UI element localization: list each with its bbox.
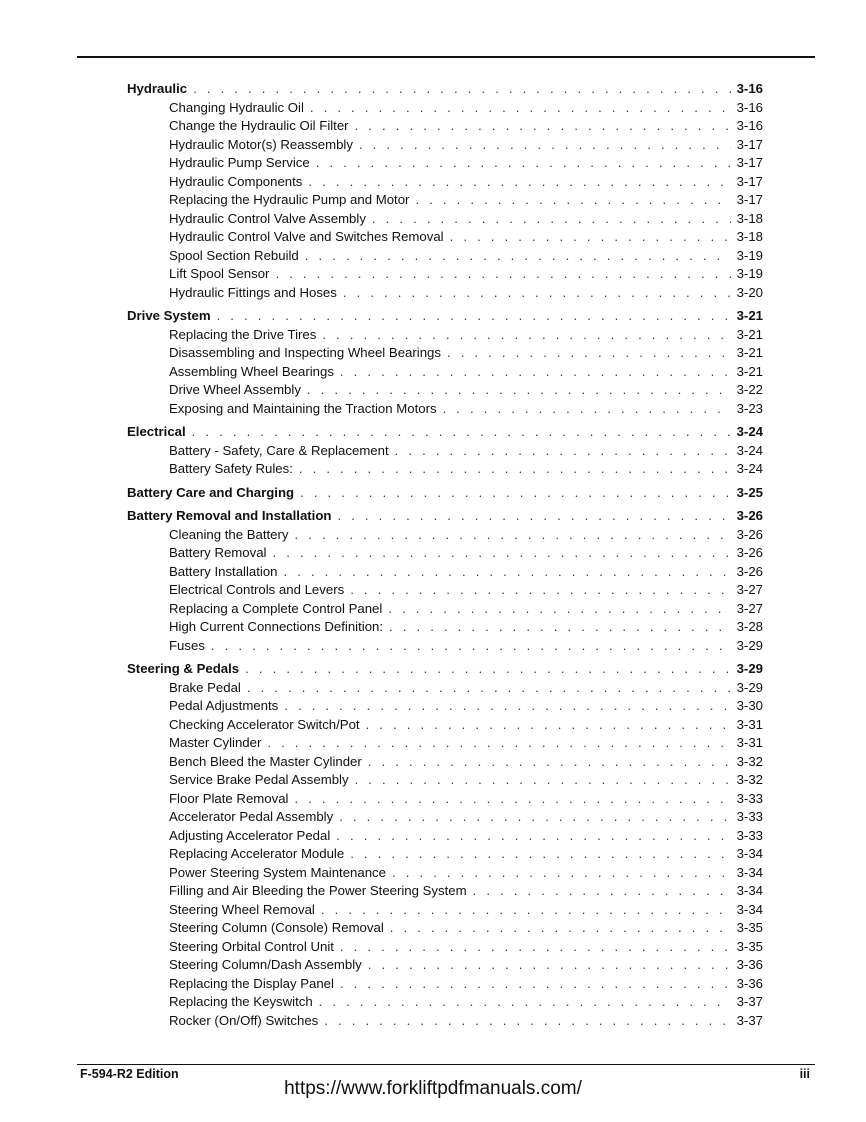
toc-entry-title: Hydraulic Motor(s) Reassembly bbox=[169, 136, 353, 152]
toc-entry[interactable] bbox=[127, 734, 763, 753]
toc-entry-title: Accelerator Pedal Assembly bbox=[169, 809, 334, 824]
toc-page-number: 3-24 bbox=[736, 442, 763, 458]
toc-section-heading[interactable] bbox=[127, 307, 763, 326]
dot-leader bbox=[366, 716, 731, 735]
toc-page-number: 3-17 bbox=[736, 173, 763, 189]
toc-entry-title: Replacing the Drive Tires bbox=[169, 326, 317, 342]
dot-leader bbox=[321, 901, 731, 920]
toc-entry[interactable] bbox=[127, 975, 763, 994]
toc-entry[interactable] bbox=[127, 808, 763, 827]
toc-page-number: 3-27 bbox=[736, 582, 763, 597]
toc-entry-title: Floor Plate Removal bbox=[169, 790, 289, 806]
toc-page-number: 3-26 bbox=[736, 545, 763, 560]
toc-page-number: 3-35 bbox=[736, 938, 763, 954]
toc-entry[interactable] bbox=[127, 526, 763, 545]
toc-entry-title: Fuses bbox=[169, 637, 205, 653]
toc-entry-title: Drive Wheel Assembly bbox=[169, 382, 301, 397]
toc-page-number: 3-37 bbox=[736, 994, 763, 1009]
dot-leader bbox=[343, 284, 731, 303]
toc-page-number: 3-17 bbox=[736, 155, 763, 170]
toc-entry[interactable] bbox=[127, 993, 763, 1012]
dot-leader bbox=[355, 771, 731, 790]
dot-leader bbox=[310, 99, 731, 118]
toc-page-number: 3-26 bbox=[736, 508, 763, 523]
dot-leader bbox=[308, 173, 730, 192]
dot-leader bbox=[359, 136, 731, 155]
toc-page-number: 3-30 bbox=[736, 698, 763, 713]
dot-leader bbox=[392, 864, 731, 883]
dot-leader bbox=[337, 507, 730, 526]
toc-section bbox=[127, 660, 763, 1030]
toc-page-number: 3-35 bbox=[736, 920, 763, 935]
toc-page-number: 3-33 bbox=[736, 790, 763, 806]
toc-entry[interactable] bbox=[127, 753, 763, 772]
toc-entry-title: Hydraulic Control Valve and Switches Removal bbox=[169, 229, 444, 244]
toc-page-number: 3-26 bbox=[736, 563, 763, 579]
toc-page-number: 3-24 bbox=[736, 424, 763, 439]
toc-entry-title: Master Cylinder bbox=[169, 735, 262, 750]
toc-page-number: 3-34 bbox=[736, 864, 763, 880]
toc-entry-title: Replacing the Keyswitch bbox=[169, 994, 313, 1009]
toc-entry-title: Electrical Controls and Levers bbox=[169, 582, 345, 597]
toc-page-number: 3-31 bbox=[736, 716, 763, 732]
toc-page-number: 3-16 bbox=[736, 81, 763, 96]
dot-leader bbox=[395, 442, 731, 461]
dot-leader bbox=[415, 191, 730, 210]
toc-entry[interactable] bbox=[127, 210, 763, 229]
toc-page-number: 3-23 bbox=[736, 400, 763, 416]
toc-entry[interactable] bbox=[127, 563, 763, 582]
dot-leader bbox=[390, 919, 731, 938]
toc-page-number: 3-34 bbox=[736, 846, 763, 861]
toc-entry-title: Assembling Wheel Bearings bbox=[169, 363, 334, 379]
dot-leader bbox=[300, 484, 731, 503]
dot-leader bbox=[211, 637, 731, 656]
toc-entry[interactable] bbox=[127, 228, 763, 247]
toc-entry-title: Steering Wheel Removal bbox=[169, 901, 315, 917]
toc-page-number: 3-21 bbox=[736, 345, 763, 360]
toc-page-number: 3-17 bbox=[736, 136, 763, 152]
toc-entry-title: Disassembling and Inspecting Wheel Bearings bbox=[169, 345, 441, 360]
toc-page-number: 3-19 bbox=[736, 266, 763, 281]
toc-page-number: 3-29 bbox=[736, 661, 763, 676]
page-number: iii bbox=[799, 1067, 810, 1081]
toc-entry[interactable] bbox=[127, 191, 763, 210]
toc-entry-title: Hydraulic Control Valve Assembly bbox=[169, 210, 366, 226]
toc-entry-title: Battery Installation bbox=[169, 563, 278, 579]
toc-page-number: 3-21 bbox=[736, 326, 763, 342]
toc-entry[interactable] bbox=[127, 460, 763, 479]
toc-entry-title: Checking Accelerator Switch/Pot bbox=[169, 716, 360, 732]
toc-section-heading[interactable] bbox=[127, 80, 763, 99]
dot-leader bbox=[350, 845, 730, 864]
toc-entry[interactable] bbox=[127, 697, 763, 716]
dot-leader bbox=[443, 400, 731, 419]
dot-leader bbox=[350, 581, 730, 600]
toc-entry-title: Changing Hydraulic Oil bbox=[169, 99, 304, 115]
toc-entry-title: Brake Pedal bbox=[169, 679, 241, 695]
dot-leader bbox=[340, 363, 731, 382]
toc-entry[interactable] bbox=[127, 154, 763, 173]
dot-leader bbox=[322, 326, 730, 345]
toc-entry-title: Pedal Adjustments bbox=[169, 698, 279, 713]
toc-page-number: 3-19 bbox=[736, 247, 763, 263]
toc-entry[interactable] bbox=[127, 363, 763, 382]
table-of-contents bbox=[127, 80, 763, 1035]
footer-rule bbox=[77, 1064, 815, 1065]
source-url: https://www.forkliftpdfmanuals.com/ bbox=[284, 1078, 582, 1099]
dot-leader bbox=[217, 307, 731, 326]
dot-leader bbox=[247, 679, 731, 698]
toc-entry-title: Replacing the Hydraulic Pump and Motor bbox=[169, 192, 410, 207]
toc-entry[interactable] bbox=[127, 790, 763, 809]
dot-leader bbox=[307, 381, 731, 400]
toc-page-number: 3-21 bbox=[736, 308, 763, 323]
toc-page-number: 3-31 bbox=[736, 735, 763, 750]
dot-leader bbox=[388, 600, 730, 619]
toc-page-number: 3-24 bbox=[736, 461, 763, 476]
toc-section-heading[interactable] bbox=[127, 660, 763, 679]
dot-leader bbox=[447, 344, 731, 363]
dot-leader bbox=[295, 526, 731, 545]
toc-page-number: 3-37 bbox=[736, 1012, 763, 1028]
toc-entry-title: Battery Safety Rules: bbox=[169, 461, 293, 476]
toc-entry-title: Steering & Pedals bbox=[127, 661, 240, 676]
toc-entry[interactable] bbox=[127, 901, 763, 920]
dot-leader bbox=[284, 563, 731, 582]
toc-page-number: 3-17 bbox=[736, 192, 763, 207]
edition-label: F-594-R2 Edition bbox=[80, 1067, 179, 1081]
dot-leader bbox=[368, 753, 731, 772]
toc-entry[interactable] bbox=[127, 265, 763, 284]
dot-leader bbox=[192, 423, 731, 442]
dot-leader bbox=[267, 734, 730, 753]
dot-leader bbox=[305, 247, 731, 266]
dot-leader bbox=[340, 975, 731, 994]
toc-entry[interactable] bbox=[127, 344, 763, 363]
toc-entry-title: Electrical bbox=[127, 424, 186, 439]
toc-entry[interactable] bbox=[127, 442, 763, 461]
toc-section-heading[interactable] bbox=[127, 507, 763, 526]
toc-page-number: 3-34 bbox=[736, 883, 763, 898]
toc-entry-title: Filling and Air Bleeding the Power Steering System bbox=[169, 883, 467, 898]
dot-leader bbox=[193, 80, 730, 99]
toc-page-number: 3-21 bbox=[736, 363, 763, 379]
toc-entry-title: Battery - Safety, Care & Replacement bbox=[169, 442, 389, 458]
dot-leader bbox=[450, 228, 731, 247]
toc-entry-title: Hydraulic bbox=[127, 81, 188, 96]
toc-entry[interactable] bbox=[127, 136, 763, 155]
toc-page-number: 3-34 bbox=[736, 901, 763, 917]
toc-page-number: 3-33 bbox=[736, 827, 763, 843]
toc-section bbox=[127, 80, 763, 302]
dot-leader bbox=[324, 1012, 730, 1031]
toc-entry[interactable] bbox=[127, 600, 763, 619]
toc-entry-title: Bench Bleed the Master Cylinder bbox=[169, 753, 362, 769]
dot-leader bbox=[294, 790, 730, 809]
toc-section bbox=[127, 484, 763, 503]
toc-section-heading[interactable] bbox=[127, 423, 763, 442]
toc-entry-title: Service Brake Pedal Assembly bbox=[169, 772, 349, 787]
dot-leader bbox=[368, 956, 731, 975]
dot-leader bbox=[389, 618, 731, 637]
toc-entry[interactable] bbox=[127, 1012, 763, 1031]
toc-page-number: 3-32 bbox=[736, 753, 763, 769]
toc-entry-title: Hydraulic Pump Service bbox=[169, 155, 310, 170]
toc-entry-title: High Current Connections Definition: bbox=[169, 619, 384, 634]
toc-page-number: 3-29 bbox=[736, 637, 763, 653]
toc-entry-title: Change the Hydraulic Oil Filter bbox=[169, 118, 349, 133]
dot-leader bbox=[299, 460, 731, 479]
toc-entry-title: Battery Care and Charging bbox=[127, 484, 295, 500]
toc-entry-title: Hydraulic Fittings and Hoses bbox=[169, 284, 337, 300]
toc-entry-title: Drive System bbox=[127, 308, 211, 323]
toc-entry-title: Cleaning the Battery bbox=[169, 526, 289, 542]
toc-section bbox=[127, 507, 763, 655]
toc-entry-title: Adjusting Accelerator Pedal bbox=[169, 827, 331, 843]
toc-entry[interactable] bbox=[127, 247, 763, 266]
toc-page-number: 3-33 bbox=[736, 809, 763, 824]
toc-entry[interactable] bbox=[127, 99, 763, 118]
toc-entry-title: Steering Orbital Control Unit bbox=[169, 938, 334, 954]
toc-page-number: 3-26 bbox=[736, 526, 763, 542]
toc-entry[interactable] bbox=[127, 637, 763, 656]
toc-page-number: 3-28 bbox=[736, 619, 763, 634]
toc-page-number: 3-20 bbox=[736, 284, 763, 300]
header-rule bbox=[77, 56, 815, 58]
toc-page-number: 3-36 bbox=[736, 957, 763, 972]
toc-entry[interactable] bbox=[127, 581, 763, 600]
toc-page-number: 3-36 bbox=[736, 975, 763, 991]
toc-entry[interactable] bbox=[127, 173, 763, 192]
toc-page-number: 3-25 bbox=[736, 484, 763, 500]
toc-section-heading[interactable] bbox=[127, 484, 763, 503]
toc-page-number: 3-18 bbox=[736, 210, 763, 226]
dot-leader bbox=[275, 265, 730, 284]
dot-leader bbox=[336, 827, 730, 846]
toc-entry[interactable] bbox=[127, 326, 763, 345]
toc-entry[interactable] bbox=[127, 938, 763, 957]
toc-entry-title: Power Steering System Maintenance bbox=[169, 864, 386, 880]
toc-entry[interactable] bbox=[127, 919, 763, 938]
dot-leader bbox=[319, 993, 731, 1012]
toc-entry-title: Spool Section Rebuild bbox=[169, 247, 299, 263]
toc-page-number: 3-32 bbox=[736, 772, 763, 787]
toc-entry[interactable] bbox=[127, 117, 763, 136]
dot-leader bbox=[339, 808, 730, 827]
toc-entry-title: Steering Column/Dash Assembly bbox=[169, 957, 362, 972]
dot-leader bbox=[284, 697, 730, 716]
toc-entry[interactable] bbox=[127, 381, 763, 400]
toc-entry[interactable] bbox=[127, 771, 763, 790]
dot-leader bbox=[245, 660, 730, 679]
toc-entry[interactable] bbox=[127, 956, 763, 975]
toc-entry[interactable] bbox=[127, 716, 763, 735]
toc-entry[interactable] bbox=[127, 827, 763, 846]
toc-page-number: 3-27 bbox=[736, 600, 763, 616]
toc-entry-title: Battery Removal and Installation bbox=[127, 508, 332, 523]
dot-leader bbox=[340, 938, 731, 957]
toc-entry-title: Exposing and Maintaining the Traction Motors bbox=[169, 400, 437, 416]
toc-entry[interactable] bbox=[127, 544, 763, 563]
toc-section bbox=[127, 307, 763, 418]
toc-entry-title: Steering Column (Console) Removal bbox=[169, 920, 384, 935]
toc-entry[interactable] bbox=[127, 400, 763, 419]
toc-entry[interactable] bbox=[127, 679, 763, 698]
toc-entry[interactable] bbox=[127, 882, 763, 901]
dot-leader bbox=[355, 117, 731, 136]
dot-leader bbox=[372, 210, 731, 229]
toc-entry-title: Lift Spool Sensor bbox=[169, 266, 270, 281]
toc-page-number: 3-16 bbox=[736, 99, 763, 115]
toc-entry[interactable] bbox=[127, 618, 763, 637]
toc-section bbox=[127, 423, 763, 479]
toc-entry-title: Rocker (On/Off) Switches bbox=[169, 1012, 319, 1028]
toc-entry-title: Replacing a Complete Control Panel bbox=[169, 600, 383, 616]
toc-entry-title: Replacing Accelerator Module bbox=[169, 846, 345, 861]
toc-page-number: 3-22 bbox=[736, 382, 763, 397]
dot-leader bbox=[316, 154, 731, 173]
toc-entry-title: Hydraulic Components bbox=[169, 173, 303, 189]
toc-entry[interactable] bbox=[127, 845, 763, 864]
toc-entry-title: Battery Removal bbox=[169, 545, 267, 560]
toc-page-number: 3-18 bbox=[736, 229, 763, 244]
toc-entry-title: Replacing the Display Panel bbox=[169, 975, 334, 991]
dot-leader bbox=[473, 882, 731, 901]
toc-entry[interactable] bbox=[127, 864, 763, 883]
dot-leader bbox=[272, 544, 730, 563]
toc-entry[interactable] bbox=[127, 284, 763, 303]
toc-page-number: 3-29 bbox=[736, 679, 763, 695]
toc-page-number: 3-16 bbox=[736, 118, 763, 133]
